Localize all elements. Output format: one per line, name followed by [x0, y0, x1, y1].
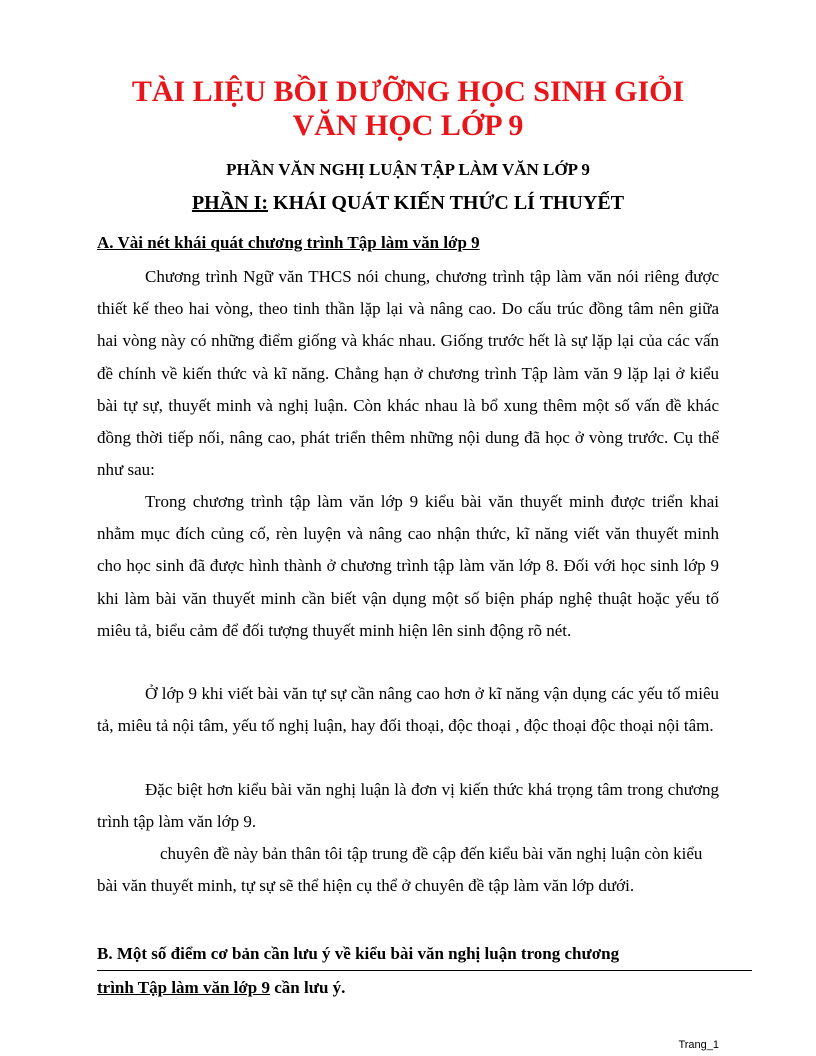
document-title-line-2: VĂN HỌC LỚP 9 [292, 109, 524, 142]
part-heading-rest: KHÁI QUÁT KIẾN THỨC LÍ THUYẾT [268, 192, 625, 214]
page-number: Trang_1 [678, 1039, 719, 1051]
section-a-paragraph-4: Đặc biệt hơn kiểu bài văn nghị luận là đơn vị kiến thức khá trọng tâm trong chương trình tập làm văn lớp 9. [97, 780, 719, 832]
section-b-heading-underlined: trình Tập làm văn lớp 9 [97, 978, 271, 997]
section-a-paragraph-1: Chương trình Ngữ văn THCS nói chung, chương trình tập làm văn nói riêng được thiết kế theo hai vòng, theo tinh thần lặp lại và nâng cao. Do cấu trúc đồng tâm nên giữa hai vòng này có những điểm giống và khác nhau. Giống trước hết là sự lặp lại của các vấn đề chính về kiến thức và kĩ năng. Chẳng hạn ở chương trình Tập làm văn 9 lặp lại ở kiểu bài tự sự, thuyết minh và nghị luận. Còn khác nhau là bổ xung thêm một số vấn đề khác đồng thời tiếp nối, nâng cao, phát triển thêm những nội dung đã học ở vòng trước. Cụ thể như sau: [97, 267, 719, 480]
part-heading-prefix: PHẦN I: [191, 192, 269, 214]
document-subtitle: PHẦN VĂN NGHỊ LUẬN TẬP LÀM VĂN LỚP 9 [226, 160, 590, 179]
section-b-heading-line-1: B. Một số điểm cơ bản cần lưu ý về kiểu bài văn nghị luận trong chương [97, 937, 752, 971]
section-b-heading [97, 937, 752, 1004]
section-a-paragraph-3: Ở lớp 9 khi viết bài văn tự sự cần nâng cao hơn ở kĩ năng vận dụng các yếu tố miêu tả, miêu tả nội tâm, yếu tố nghị luận, hay đối thoại, độc thoại , độc thoại độc thoại nội tâm. [97, 684, 719, 736]
section-a-heading: A. Vài nét khái quát chương trình Tập làm văn lớp 9 [97, 233, 480, 252]
part-heading [0, 192, 816, 215]
section-a-paragraph-5: chuyên đề này bản thân tôi tập trung đề cập đến kiểu bài văn nghị luận còn kiểu bài văn thuyết minh, tự sự sẽ thể hiện cụ thể ở chuyên đề tập làm văn lớp dưới. [97, 844, 703, 896]
section-a-paragraph-2: Trong chương trình tập làm văn lớp 9 kiểu bài văn thuyết minh được triển khai nhằm mục đích củng cố, rèn luyện và nâng cao nhận thức, kĩ năng viết văn thuyết minh cho học sinh đã được hình thành ở chương trình tập làm văn lớp 8. Đối với học sinh lớp 9 khi làm bài văn thuyết minh cần biết vận dụng một số biện pháp nghệ thuật hoặc yếu tố miêu tả, biểu cảm để đối tượng thuyết minh hiện lên sinh động rõ nét. [97, 492, 719, 640]
section-b-heading-rest: cần lưu ý. [270, 978, 346, 997]
document-title-line-1: TÀI LIỆU BỒI DƯỠNG HỌC SINH GIỎI [131, 75, 685, 108]
